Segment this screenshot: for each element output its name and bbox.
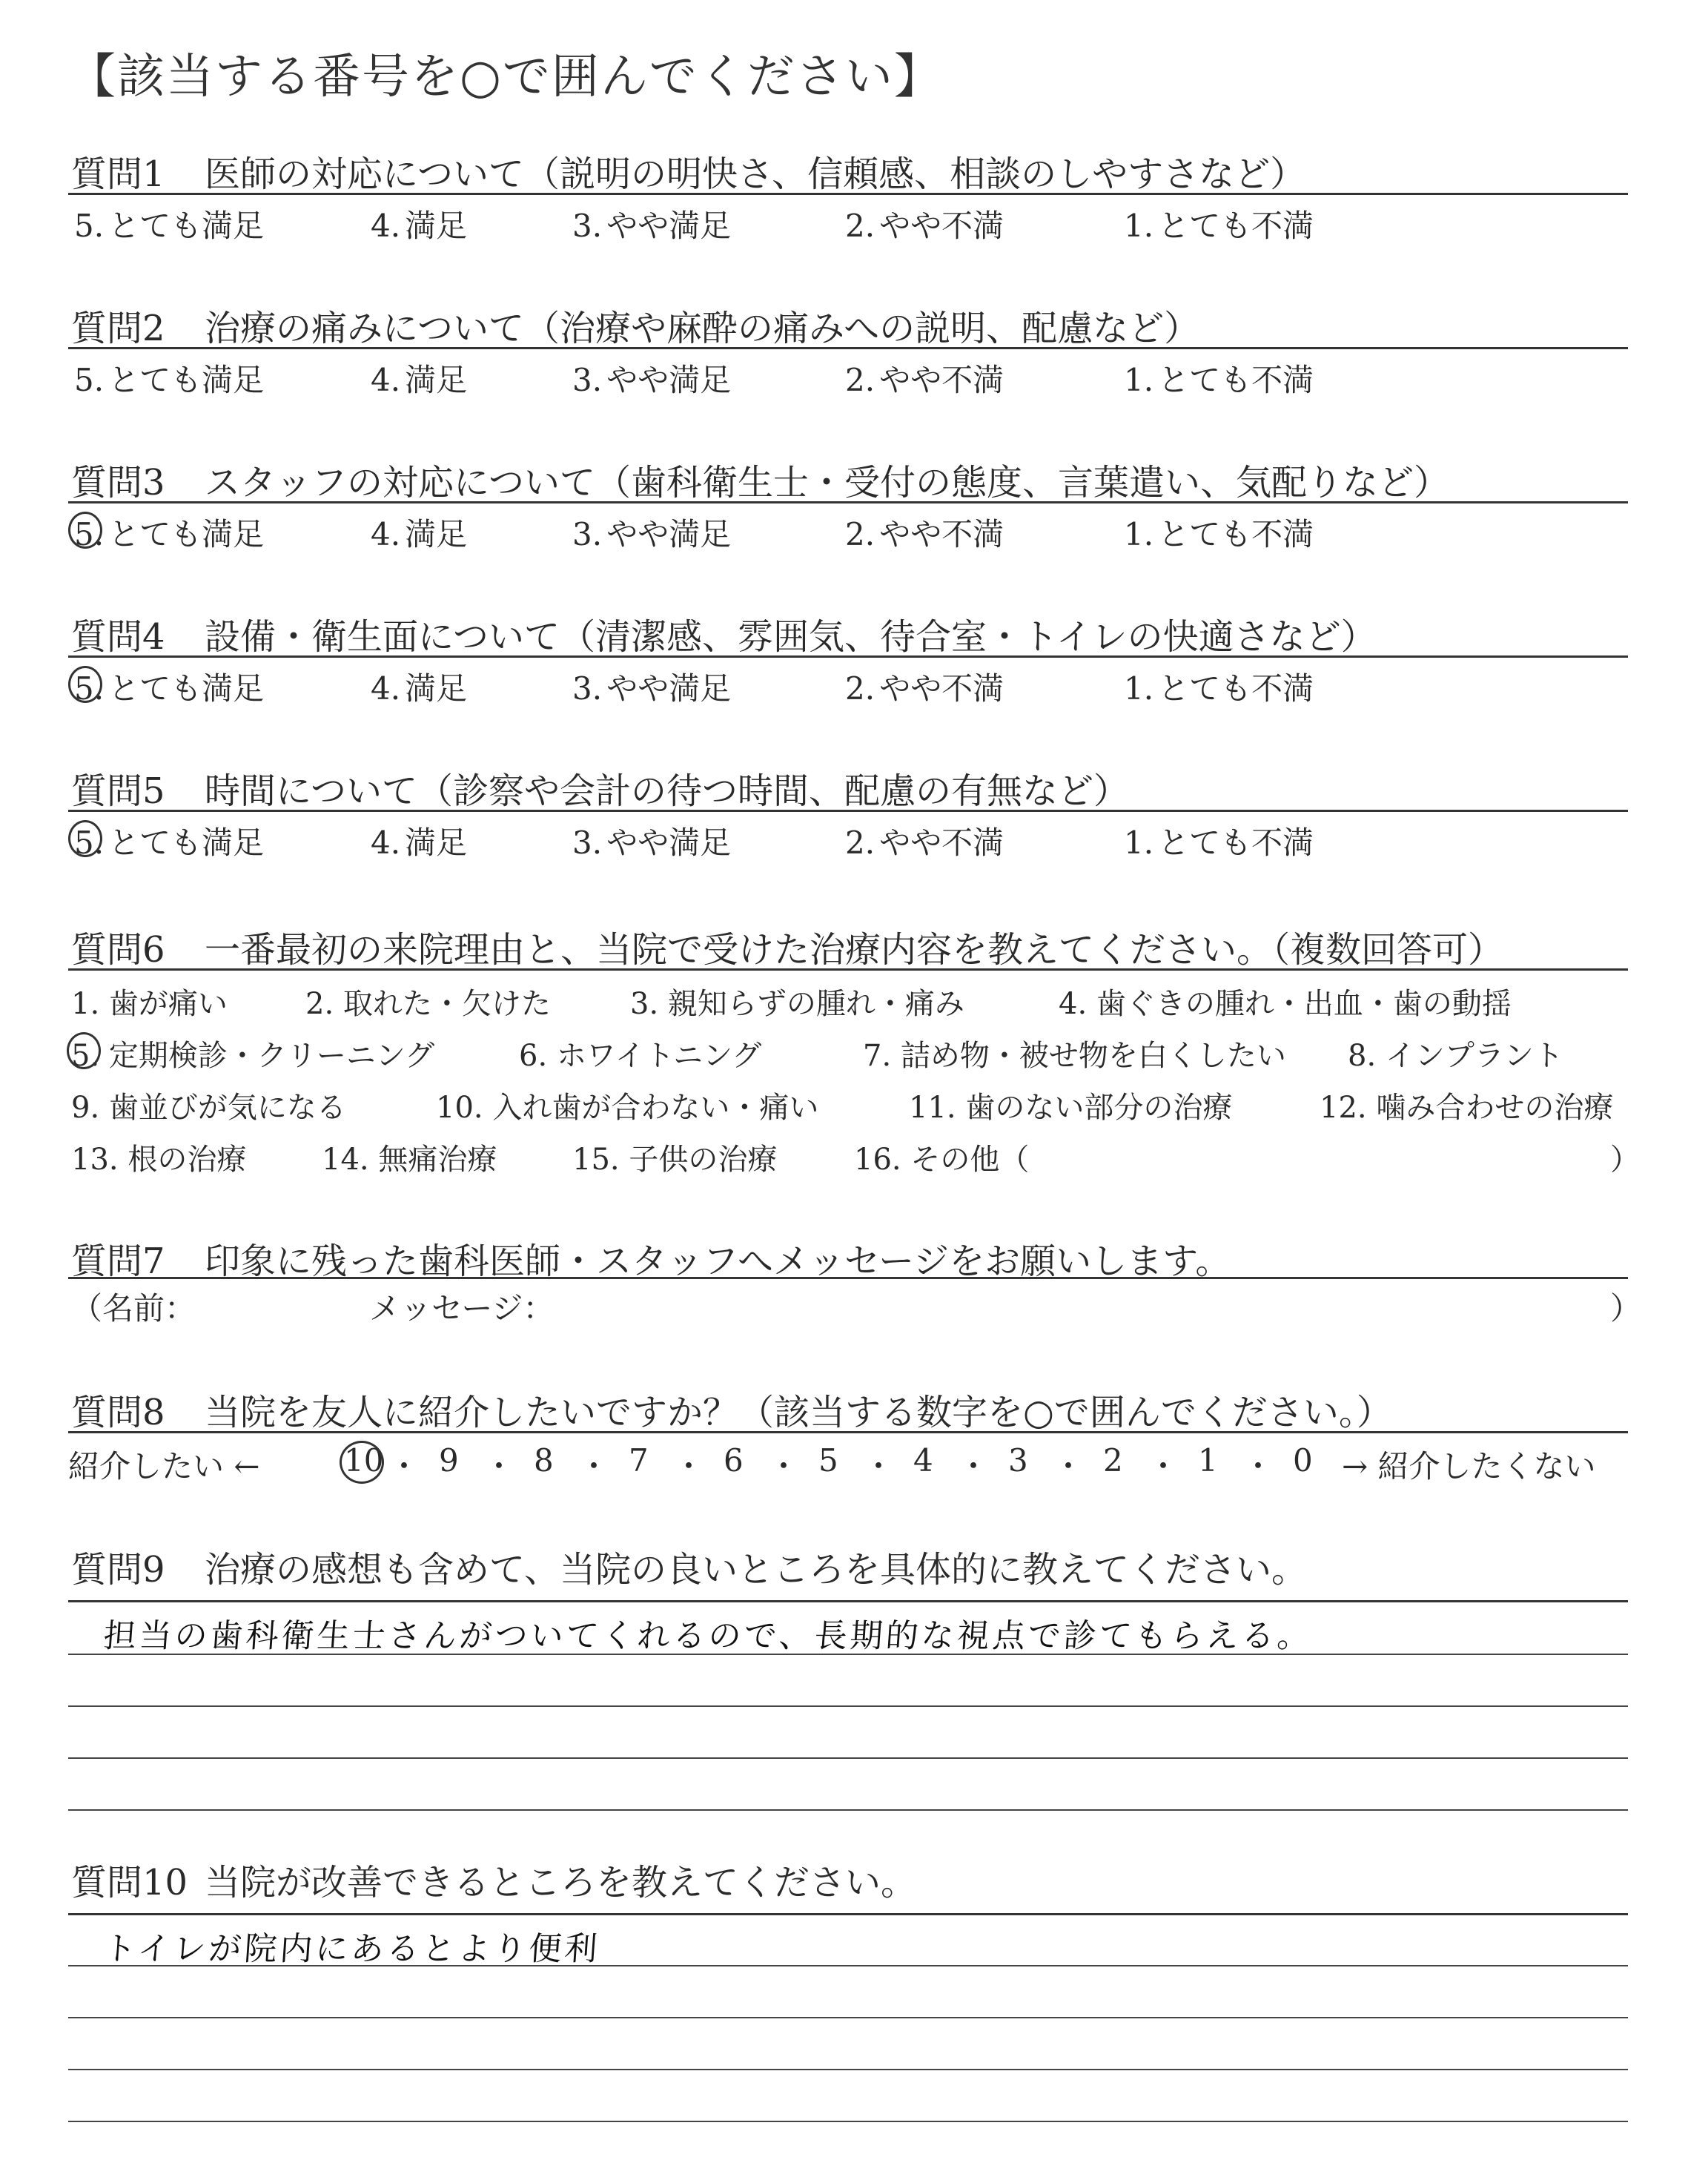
rating-option-label: とても満足 <box>108 825 265 861</box>
q9-rule-2 <box>68 1654 1628 1655</box>
rating-option-label: やや不満 <box>879 825 1004 861</box>
q8-scale-value[interactable]: 9 <box>439 1442 459 1479</box>
rating-option[interactable] <box>74 510 264 555</box>
rating-option-number: 1. <box>1124 670 1154 707</box>
rating-option-number: 3. <box>572 516 603 552</box>
q8-scale-value[interactable]: 10 <box>344 1442 384 1479</box>
rating-option[interactable] <box>845 202 1004 246</box>
selected-circle-mark <box>67 1032 101 1069</box>
q10-title <box>71 1854 916 1905</box>
rating-option-label: とても満足 <box>108 516 265 552</box>
rating-option[interactable] <box>1124 356 1314 400</box>
q6-reason-option[interactable]: 3. 親知らずの腫れ・痛み <box>630 987 964 1021</box>
q2-title <box>71 300 1199 351</box>
rating-option[interactable] <box>371 356 467 400</box>
q3-number: 質問3 <box>71 462 165 503</box>
q6-reason-option[interactable]: 5. 定期検診・クリーニング <box>71 1039 435 1073</box>
rating-option-label: とても不満 <box>1158 670 1314 707</box>
q2-number: 質問2 <box>71 308 165 349</box>
rating-option[interactable] <box>371 664 467 709</box>
rating-option-number: 5. <box>74 208 105 244</box>
rating-option-number: 4. <box>371 208 401 244</box>
rating-option-number: 3. <box>572 208 603 244</box>
q9-rule-4 <box>68 1757 1628 1759</box>
q6-reason-option[interactable]: 14. 無痛治療 <box>322 1143 497 1177</box>
rating-option[interactable] <box>74 202 264 246</box>
q8-scale-value[interactable]: 7 <box>629 1442 649 1479</box>
rating-option-label: 満足 <box>405 516 468 552</box>
q8-scale-separator: ・ <box>578 1448 610 1484</box>
rating-option[interactable] <box>572 510 731 555</box>
q5-number: 質問5 <box>71 770 165 812</box>
rating-option[interactable] <box>572 819 731 863</box>
q8-scale-value[interactable]: 2 <box>1103 1442 1123 1479</box>
page-header: 【該当する番号を○で囲んでください】 <box>68 50 943 105</box>
q9-answer: 担当の歯科衛生士さんがついてくれるので、長期的な視点で診てもらえる。 <box>102 1617 1314 1655</box>
rating-option-number: 4. <box>371 516 401 552</box>
rating-option-number: 5. <box>74 825 105 861</box>
q10-text: 当院が改善できるところを教えてください。 <box>205 1862 917 1903</box>
rating-option-number: 1. <box>1124 516 1154 552</box>
rating-option[interactable] <box>371 819 467 863</box>
rating-option-number: 2. <box>845 670 875 707</box>
rating-option[interactable] <box>74 819 264 863</box>
rating-option-label: やや満足 <box>606 362 732 398</box>
rating-option-label: やや不満 <box>879 516 1004 552</box>
rating-option[interactable] <box>371 202 467 246</box>
q1-number: 質問1 <box>71 153 165 195</box>
q8-scale-separator: ・ <box>388 1448 420 1484</box>
rating-option[interactable] <box>572 664 731 709</box>
q2-text: 治療の痛みについて（治療や麻酔の痛みへの説明、配慮など） <box>205 308 1200 349</box>
rating-option-number: 2. <box>845 516 875 552</box>
q7-title <box>71 1232 1231 1284</box>
q9-rule-1 <box>68 1600 1628 1602</box>
q6-reason-option[interactable]: 10. 入れ歯が合わない・痛い <box>436 1091 819 1125</box>
q10-rule-1 <box>68 1913 1628 1915</box>
q10-rule-3 <box>68 2017 1628 2018</box>
q6-reason-option[interactable]: 8. インプラント <box>1348 1039 1563 1073</box>
q3-title <box>71 454 1449 505</box>
rating-option-number: 5. <box>74 670 105 707</box>
rating-option[interactable] <box>572 202 731 246</box>
q8-scale-separator: ・ <box>1148 1448 1179 1484</box>
q6-reason-option[interactable]: 6. ホワイトニング <box>519 1039 762 1073</box>
q8-scale-separator: ・ <box>768 1448 800 1484</box>
q6-reason-option[interactable]: 12. 噛み合わせの治療 <box>1320 1091 1614 1125</box>
q6-reason-option[interactable]: 11. 歯のない部分の治療 <box>909 1091 1233 1125</box>
q3-rule <box>68 501 1628 503</box>
rating-option-label: やや満足 <box>606 208 732 244</box>
rating-option-label: やや満足 <box>606 516 732 552</box>
selected-circle-mark <box>68 820 102 857</box>
selected-circle-mark <box>340 1441 384 1484</box>
rating-option-label: 満足 <box>405 362 468 398</box>
q10-rule-4 <box>68 2069 1628 2070</box>
rating-option-label: とても満足 <box>108 670 265 707</box>
q9-number: 質問9 <box>71 1549 165 1591</box>
q4-rule <box>68 655 1628 658</box>
q6-reason-option[interactable]: 9. 歯並びが気になる <box>71 1091 346 1125</box>
rating-option[interactable] <box>572 356 731 400</box>
rating-option-number: 2. <box>845 208 875 244</box>
rating-option-label: とても不満 <box>1158 208 1314 244</box>
q8-rule <box>68 1431 1628 1433</box>
q6-other-close-paren: ） <box>1610 1143 1640 1177</box>
q8-scale-value[interactable]: 5 <box>818 1442 838 1479</box>
rating-option[interactable] <box>1124 664 1314 709</box>
q6-title <box>71 921 1503 972</box>
rating-option-number: 2. <box>845 825 875 861</box>
q10-rule-2 <box>68 1965 1628 1966</box>
rating-option[interactable] <box>74 356 264 400</box>
rating-option-number: 4. <box>371 825 401 861</box>
q5-rule <box>68 810 1628 812</box>
rating-option-label: とても不満 <box>1158 516 1314 552</box>
q6-reason-option[interactable]: 2. 取れた・欠けた <box>305 987 551 1021</box>
rating-option[interactable] <box>845 819 1004 863</box>
q6-number: 質問6 <box>71 929 165 971</box>
q6-reason-option[interactable]: 13. 根の治療 <box>71 1143 247 1177</box>
selected-circle-mark <box>68 666 102 703</box>
q9-title <box>71 1541 1307 1592</box>
q6-reason-option[interactable]: 7. 詰め物・被せ物を白くしたい <box>863 1039 1286 1073</box>
q10-rule-5 <box>68 2121 1628 2122</box>
q10-answer: トイレが院内にあるとより便利 <box>102 1930 602 1968</box>
rating-option-number: 1. <box>1124 825 1154 861</box>
q9-text: 治療の感想も含めて、当院の良いところを具体的に教えてください。 <box>205 1549 1308 1591</box>
rating-option-number: 2. <box>845 362 875 398</box>
q8-scale-separator: ・ <box>1242 1448 1274 1484</box>
q8-scale-value[interactable]: 1 <box>1198 1442 1218 1479</box>
rating-option-label: とても不満 <box>1158 362 1314 398</box>
q7-name-label: （名前： <box>71 1290 196 1327</box>
selected-circle-mark <box>68 512 102 549</box>
q8-title <box>71 1384 1392 1435</box>
rating-option-label: やや不満 <box>879 208 1004 244</box>
rating-option-number: 5. <box>74 516 105 552</box>
rating-option-number: 4. <box>371 362 401 398</box>
q7-message-label: メッセージ： <box>369 1290 555 1327</box>
q8-text: 当院を友人に紹介したいですか？（該当する数字を○で囲んでください。） <box>205 1392 1392 1433</box>
q5-text: 時間について（診察や会計の待つ時間、配慮の有無など） <box>205 770 1130 812</box>
q8-scale-separator: ・ <box>483 1448 515 1484</box>
rating-option-number: 3. <box>572 670 603 707</box>
q6-reason-option[interactable]: 4. 歯ぐきの腫れ・出血・歯の動揺 <box>1059 987 1512 1021</box>
q7-rule <box>68 1277 1628 1279</box>
q9-rule-5 <box>68 1809 1628 1811</box>
rating-option-number: 5. <box>74 362 105 398</box>
q8-scale-separator: ・ <box>863 1448 895 1484</box>
q7-close-paren: ） <box>1610 1290 1642 1327</box>
rating-option[interactable] <box>1124 510 1314 555</box>
rating-option-label: とても不満 <box>1158 825 1314 861</box>
rating-option-number: 1. <box>1124 208 1154 244</box>
q8-scale-value[interactable]: 0 <box>1293 1442 1313 1479</box>
rating-option-number: 3. <box>572 362 603 398</box>
q8-left-label: 紹介したい ← <box>68 1448 260 1484</box>
rating-option-label: 満足 <box>405 208 468 244</box>
q8-number: 質問8 <box>71 1392 165 1433</box>
rating-option-label: やや不満 <box>879 670 1004 707</box>
q9-rule-3 <box>68 1705 1628 1707</box>
rating-option-label: とても満足 <box>108 208 265 244</box>
rating-option-number: 3. <box>572 825 603 861</box>
q8-scale-value[interactable]: 6 <box>724 1442 744 1479</box>
rating-option-number: 4. <box>371 670 401 707</box>
q6-reason-option[interactable]: 16. その他（ <box>854 1143 1030 1177</box>
q10-number: 質問10 <box>71 1862 188 1903</box>
q8-scale <box>68 1442 1628 1487</box>
q8-scale-value[interactable]: 4 <box>913 1442 933 1479</box>
q4-text: 設備・衛生面について（清潔感、雰囲気、待合室・トイレの快適さなど） <box>205 616 1377 658</box>
q1-rule <box>68 193 1628 195</box>
q1-title <box>71 145 1305 196</box>
rating-option-label: 満足 <box>405 825 468 861</box>
q4-number: 質問4 <box>71 616 165 658</box>
rating-option-label: 満足 <box>405 670 468 707</box>
rating-option[interactable] <box>74 664 264 709</box>
q5-title <box>71 762 1129 813</box>
q7-text: 印象に残った歯科医師・スタッフへメッセージをお願いします。 <box>205 1241 1231 1282</box>
rating-option-label: やや満足 <box>606 825 732 861</box>
q6-reason-option[interactable]: 1. 歯が痛い <box>71 987 228 1021</box>
q8-scale-value[interactable]: 8 <box>534 1442 554 1479</box>
q6-reason-option[interactable]: 15. 子供の治療 <box>572 1143 778 1177</box>
rating-option[interactable] <box>845 356 1004 400</box>
rating-option-label: やや不満 <box>879 362 1004 398</box>
rating-option[interactable] <box>1124 202 1314 246</box>
q3-text: スタッフの対応について（歯科衛生士・受付の態度、言葉遣い、気配りなど） <box>205 462 1450 503</box>
q8-scale-separator: ・ <box>1053 1448 1085 1484</box>
q8-scale-separator: ・ <box>673 1448 705 1484</box>
rating-option[interactable] <box>845 664 1004 709</box>
rating-option-label: とても満足 <box>108 362 265 398</box>
q2-rule <box>68 347 1628 349</box>
q4-title <box>71 608 1377 659</box>
rating-option[interactable] <box>845 510 1004 555</box>
rating-option[interactable] <box>1124 819 1314 863</box>
rating-option-label: やや満足 <box>606 670 732 707</box>
rating-option[interactable] <box>371 510 467 555</box>
rating-option-number: 1. <box>1124 362 1154 398</box>
q1-text: 医師の対応について（説明の明快さ、信頼感、相談のしやすさなど） <box>205 153 1306 195</box>
q8-right-label: → 紹介したくない <box>1342 1448 1596 1484</box>
q8-scale-separator: ・ <box>958 1448 990 1484</box>
q8-scale-value[interactable]: 3 <box>1008 1442 1028 1479</box>
q6-rule <box>68 968 1628 971</box>
q7-number: 質問7 <box>71 1241 165 1282</box>
q6-text: 一番最初の来院理由と、当院で受けた治療内容を教えてください。（複数回答可） <box>205 929 1504 971</box>
